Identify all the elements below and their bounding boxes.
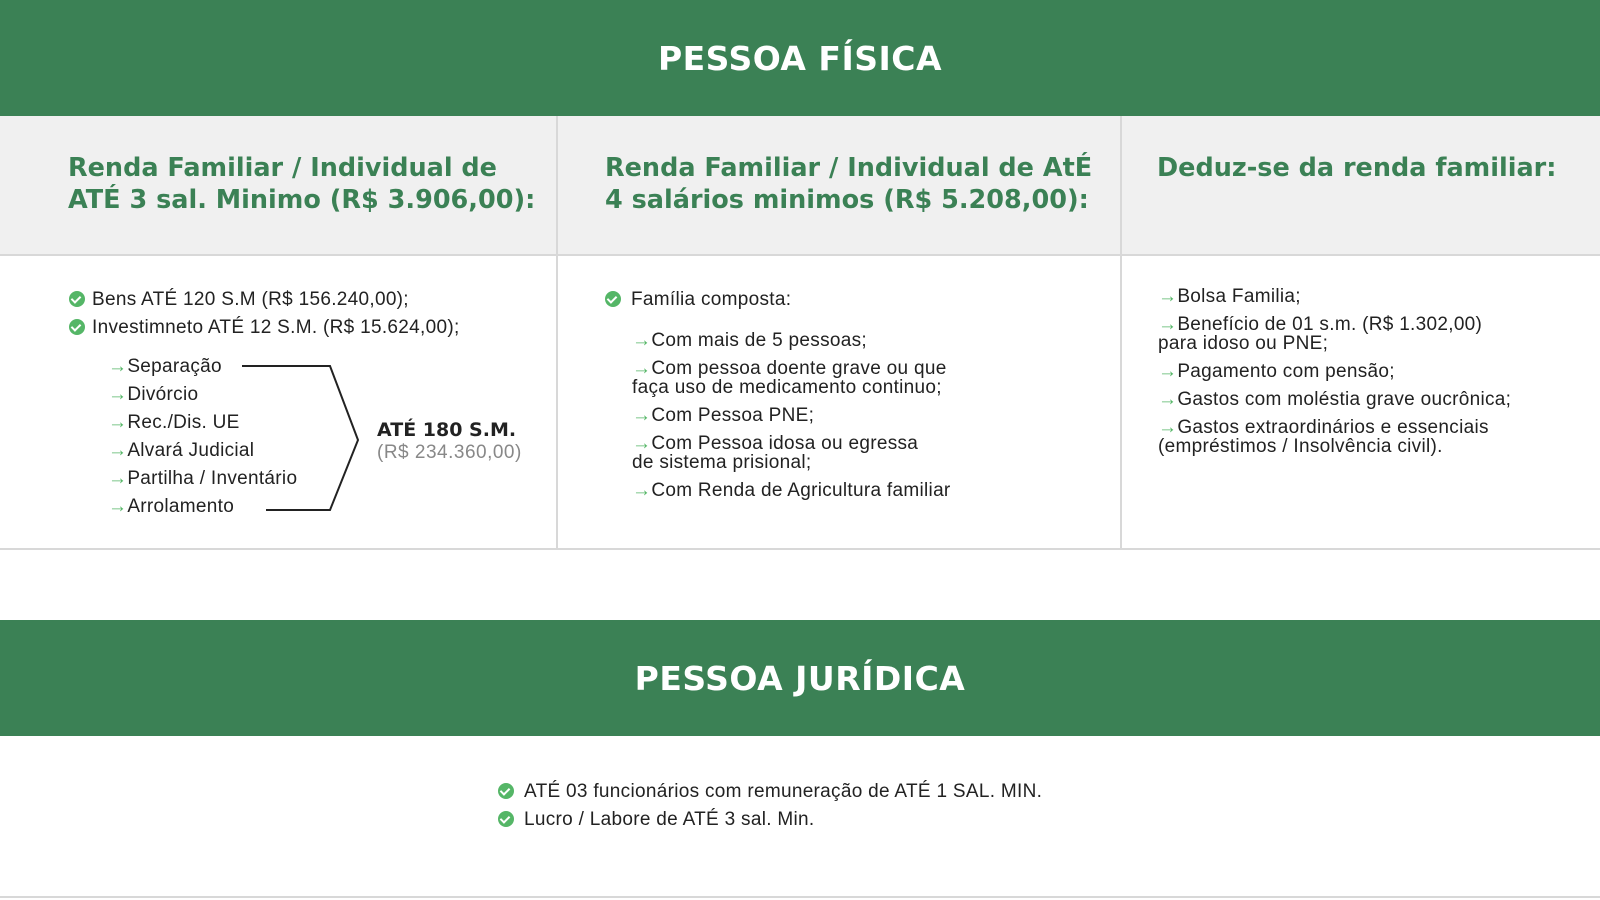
list-item: Bens ATÉ 120 S.M (R$ 156.240,00); <box>92 289 409 310</box>
list-item: Lucro / Labore de ATÉ 3 sal. Min. <box>524 809 815 830</box>
list-item: →Benefício de 01 s.m. (R$ 1.302,00) para idoso ou PNE; <box>1158 314 1483 354</box>
list-item: Investimneto ATÉ 12 S.M. (R$ 15.624,00); <box>92 317 460 338</box>
list-item: →Alvará Judicial <box>108 440 255 461</box>
list-item: →Gastos extraordinários e essenciais (empréstimos / Insolvência civil). <box>1158 417 1489 457</box>
arrow-right-icon: → <box>1158 389 1178 410</box>
list-item: →Gastos com moléstia grave oucrônica; <box>1158 389 1512 410</box>
arrow-right-icon: → <box>108 468 128 489</box>
arrow-right-icon: → <box>108 496 128 517</box>
column-header-1-text: Renda Familiar / Individual de ATÉ 3 sal. Minimo (R$ 3.906,00): <box>68 153 536 215</box>
list-item: →Separação <box>108 356 222 377</box>
list-item: →Com pessoa doente grave ou que faça uso de medicamento continuo; <box>632 358 947 398</box>
list-item: ATÉ 03 funcionários com remuneração de ATÉ 1 SAL. MIN. <box>524 781 1043 802</box>
row-divider <box>0 254 1600 256</box>
arrow-right-icon: → <box>632 358 652 379</box>
list-item: →Com Pessoa idosa ou egressa de sistema prisional; <box>632 433 919 473</box>
arrow-right-icon: → <box>1158 314 1178 335</box>
check-circle-icon <box>605 291 621 307</box>
arrow-right-icon: → <box>108 440 128 461</box>
arrow-right-icon: → <box>108 384 128 405</box>
arrow-right-icon: → <box>632 433 652 454</box>
list-item: →Partilha / Inventário <box>108 468 298 489</box>
arrow-right-icon: → <box>1158 361 1178 382</box>
column-header-2 <box>558 116 1120 254</box>
check-circle-icon <box>69 319 85 335</box>
list-item: →Rec./Dis. UE <box>108 412 240 433</box>
section-title-pessoa-juridica: PESSOA JURÍDICA <box>0 620 1600 736</box>
list-item: →Com Renda de Agricultura familiar <box>632 480 951 501</box>
arrow-right-icon: → <box>1158 417 1178 438</box>
check-circle-icon <box>69 291 85 307</box>
check-circle-icon <box>498 783 514 799</box>
arrow-right-icon: → <box>632 330 652 351</box>
bracket-label: ATÉ 180 S.M. <box>377 419 517 441</box>
arrow-right-icon: → <box>632 480 652 501</box>
section-title-pessoa-fisica: PESSOA FÍSICA <box>0 0 1600 116</box>
column-divider <box>556 116 558 550</box>
list-item: →Divórcio <box>108 384 199 405</box>
column-header-1 <box>0 116 556 254</box>
list-item: →Arrolamento <box>108 496 235 517</box>
bracket-icon <box>240 356 365 516</box>
arrow-right-icon: → <box>108 356 128 377</box>
column-header-3 <box>1122 116 1600 254</box>
arrow-right-icon: → <box>632 405 652 426</box>
list-item: →Com mais de 5 pessoas; <box>632 330 868 351</box>
list-item: Família composta: <box>631 289 792 310</box>
column-divider <box>1120 116 1122 550</box>
arrow-right-icon: → <box>108 412 128 433</box>
list-item: →Com Pessoa PNE; <box>632 405 815 426</box>
arrow-right-icon: → <box>1158 286 1178 307</box>
bracket-value: (R$ 234.360,00) <box>377 442 522 463</box>
list-item: →Pagamento com pensão; <box>1158 361 1395 382</box>
check-circle-icon <box>498 811 514 827</box>
row-divider <box>0 548 1600 550</box>
column-header-2-text: Renda Familiar / Individual de AtÉ 4 salários minimos (R$ 5.208,00): <box>605 153 1093 215</box>
list-item: →Bolsa Familia; <box>1158 286 1301 307</box>
column-header-3-text: Deduz-se da renda familiar: <box>1157 153 1557 183</box>
row-divider <box>0 896 1600 898</box>
